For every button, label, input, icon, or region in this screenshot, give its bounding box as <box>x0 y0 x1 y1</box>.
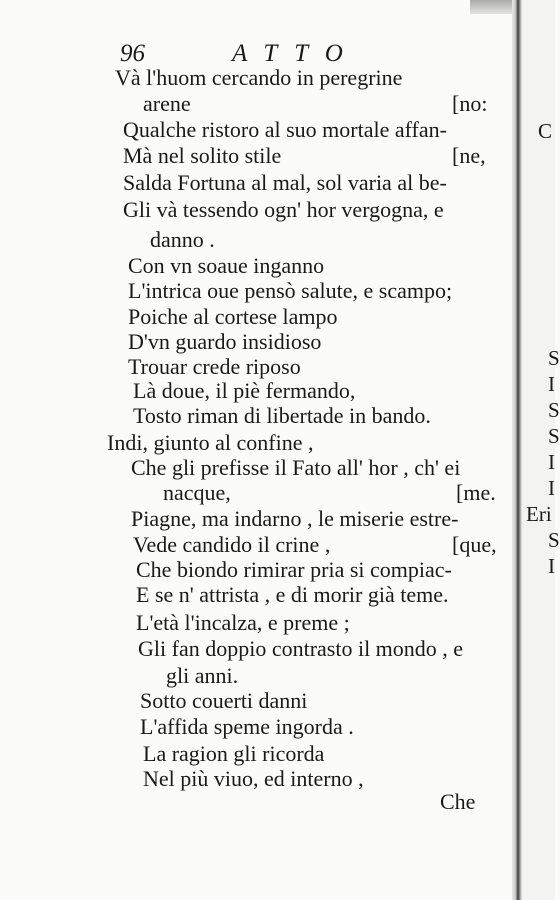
verse-line: Indi, giunto al confine , <box>107 430 314 455</box>
verse-line: Piagne, ma indarno , le miserie estre- <box>131 506 459 531</box>
verse-line: E se n' attrista , e di morir già teme. <box>136 582 449 607</box>
verse-line: danno . <box>150 227 215 252</box>
facing-page-fragment: I <box>548 450 555 474</box>
turnover-fragment: [no: <box>452 91 488 116</box>
verse-line: Nel più viuo, ed interno , <box>143 766 364 791</box>
facing-page-fragment: I <box>548 476 555 500</box>
catchword: Che <box>440 789 476 814</box>
verse-line: Che biondo rimirar pria si compiac- <box>136 557 452 582</box>
page-number: 96 <box>120 40 145 67</box>
facing-page-fragment: C <box>538 119 553 143</box>
verse-line: Che gli prefisse il Fato all' hor , ch' ei <box>131 455 461 480</box>
verse-line: nacque, <box>163 480 231 505</box>
facing-page-edge <box>522 0 560 900</box>
verse-line: Gli fan doppio contrasto il mondo , e <box>138 636 464 661</box>
turnover-fragment: [ne, <box>452 143 486 168</box>
verse-line: L'intrica oue pensò salute, e scampo; <box>128 278 453 303</box>
turnover-fragment: [que, <box>452 532 497 557</box>
turnover-fragment: [me. <box>456 480 496 505</box>
verse-line: arene <box>143 91 191 116</box>
book-gutter <box>512 0 522 900</box>
facing-page-fragment: Eri <box>526 502 552 526</box>
verse-line: L'affida speme ingorda . <box>140 714 354 739</box>
verse-line: D'vn guardo insidioso <box>128 329 322 354</box>
facing-page-fragment: S <box>548 528 560 552</box>
facing-page-fragment: S <box>548 424 560 448</box>
facing-page-fragment: S <box>548 398 560 422</box>
verse-line: L'età l'incalza, e preme ; <box>136 610 350 635</box>
verse-line: Con vn soaue inganno <box>128 253 325 278</box>
verse-line: Poiche al cortese lampo <box>128 304 338 329</box>
verse-line: Trouar crede riposo <box>128 354 301 379</box>
verse-line: Mà nel solito stile <box>123 143 282 168</box>
verse-line: Và l'huom cercando in peregrine <box>115 65 403 90</box>
facing-page-fragment: I <box>548 554 555 578</box>
verse-line: Vede candido il crine , <box>133 532 331 557</box>
verse-line: Qualche ristoro al suo mortale affan- <box>123 117 447 142</box>
verse-line: Là doue, il piè fermando, <box>133 378 356 403</box>
verse-line: gli anni. <box>166 663 239 688</box>
verse-line: Sotto couerti danni <box>140 688 308 713</box>
verse-line: Gli và tessendo ogn' hor vergogna, e <box>123 197 444 222</box>
verse-line: Salda Fortuna al mal, sol varia al be- <box>123 170 447 195</box>
facing-page-fragment: S <box>548 346 560 370</box>
facing-page-fragment: I <box>548 372 555 396</box>
verse-line: Tosto riman di libertade in bando. <box>133 403 431 428</box>
running-title: ATTO <box>232 40 360 67</box>
verse-line: La ragion gli ricorda <box>143 741 325 766</box>
